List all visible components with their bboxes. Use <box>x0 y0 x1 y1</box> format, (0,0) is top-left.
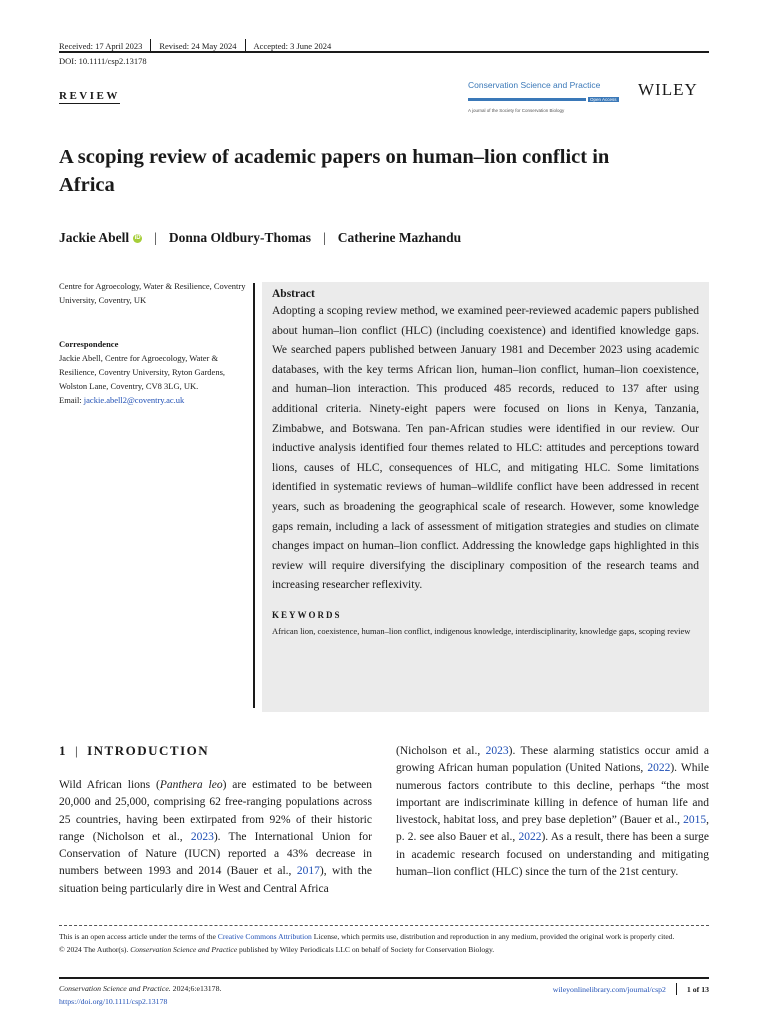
abstract-box <box>262 282 709 712</box>
license-text: License, which permits use, distribution and reproduction in any medium, provided the original work is properly cited. <box>311 932 675 941</box>
body-text: , p. 2. see also Bauer et al., <box>396 814 709 844</box>
abstract-body: Adopting a scoping review method, we examined peer-reviewed academic papers published about human–lion conflict (HLC) (including coexistence) and identified knowledge gaps. We searched papers published between January 1981 and December 2023 using academic databases, with the key terms African lion, human–lion conflict, human–lion coexistence, and human–lion interaction. This produced 485 records, reduced to 137 after using additional criteria. Ninety-eight papers were focused on lions in Kenya, Tanzania, Zimbabwe, and Botswana. Ten pan-African studies were identified in our review. Our inductive analysis identified four themes related to HLC: attitudes and perceptions toward lions, causes of HLC, consequences of HLC, and mitigating HLC. Some limitations identified in systematic reviews of human–wildlife conflict have been addressed in recent years, such as broadening the geographical scale of research. However, some knowledge gaps remain, including a lack of assessment of mitigation strategies and studies on climate changes impact on human–lion conflict. Addressing the knowledge gaps highlighted in this review will require diversifying the disciplinary composition of the research teams and increasing researcher reflexivity. <box>272 305 699 592</box>
citation-link[interactable]: 2022 <box>518 831 542 844</box>
citation-link[interactable]: 2023 <box>485 745 509 757</box>
citation-link[interactable]: 2015 <box>683 814 707 827</box>
citation-line <box>59 983 221 996</box>
open-access-badge: Open Access <box>590 96 617 102</box>
author-name[interactable]: Donna Oldbury-Thomas <box>168 230 311 245</box>
received-date: Received: 17 April 2023 <box>59 40 143 51</box>
author-name[interactable]: Jackie Abell <box>59 230 130 245</box>
revised-date: Revised: 24 May 2024 <box>159 40 237 51</box>
header-rule <box>59 51 709 53</box>
citation-link[interactable]: 2023 <box>190 830 214 843</box>
copyright-text: published by Wiley Periodicals LLC on behalf of Society for Conservation Biology. <box>237 944 495 954</box>
license-notice <box>59 931 709 956</box>
journal-logo-subtitle: A journal of the Society for Conservation Biology <box>468 108 565 113</box>
article-title: A scoping review of academic papers on human–lion conflict in Africa <box>59 146 610 196</box>
license-line <box>59 931 709 944</box>
affiliation: Centre for Agroecology, Water & Resilience, Coventry University, Coventry, UK <box>59 281 246 305</box>
keywords: African lion, coexistence, human–lion conflict, indigenous knowledge, interdisciplinarity, knowledge gaps, scoping review <box>272 625 691 636</box>
accepted-date: Accepted: 3 June 2024 <box>253 40 332 51</box>
publisher-logo[interactable]: WILEY <box>638 80 698 99</box>
journal-logo-line <box>468 98 586 101</box>
divider <box>676 983 677 995</box>
footer-rule <box>59 977 709 979</box>
body-text: ). As a result, there has been a surge in academic research focused on understanding and mitigating human–lion conflict (HLC) since the turn of the 21st century. <box>396 831 710 879</box>
citation-link[interactable]: 2022 <box>647 762 671 775</box>
author-list <box>59 230 461 246</box>
article-type: REVIEW <box>59 90 120 102</box>
correspondence-email-line <box>59 393 249 407</box>
keywords-heading: KEYWORDS <box>272 609 342 620</box>
author-name[interactable]: Catherine Mazhandu <box>337 230 462 245</box>
correspondence-address: Jackie Abell, Centre for Agroecology, Water & Resilience, Coventry University, Ryton Gardens, Wolston Lane, Coventry, CV8 3LG, UK. <box>59 353 226 391</box>
intro-column-left <box>59 777 372 898</box>
body-text: ). These alarming statistics occur amid a growing African human population (United Nations, <box>396 745 709 775</box>
intro-column-right <box>396 743 709 881</box>
email-link[interactable]: jackie.abell2@coventry.ac.uk <box>83 395 185 405</box>
author-separator: | <box>323 230 326 245</box>
section-title: INTRODUCTION <box>87 743 210 758</box>
copyright-line <box>59 944 709 957</box>
body-text: ) are estimated to be between 20,000 and 25,000, comprising 62 free-ranging populations across 25 countries, having been extirpated from 92% of their historic range (Nicholson et al., <box>59 779 372 843</box>
species-name: Panthera leo <box>159 779 223 791</box>
copyright-text: © 2024 The Author(s). <box>59 944 131 954</box>
doi[interactable]: DOI: 10.1111/csp2.13178 <box>59 56 147 66</box>
correspondence <box>59 337 249 407</box>
body-text: ). The International Union for Conservation of Nature (IUCN) reported a 43% decrease in numbers between 1993 and 2014 (Bauer et al., <box>59 830 372 878</box>
orcid-icon[interactable]: iD <box>134 234 141 241</box>
body-text: (Nicholson et al., <box>396 745 486 757</box>
journal-logo[interactable] <box>468 80 630 113</box>
email-label: Email: <box>59 395 84 405</box>
abstract-heading: Abstract <box>272 288 315 300</box>
journal-name: Conservation Science and Practice <box>130 944 238 954</box>
citation-text: 2024;6:e13178. <box>170 984 222 993</box>
body-text: Wild African lions ( <box>59 779 160 791</box>
doi-link[interactable]: https://doi.org/10.1111/csp2.13178 <box>59 996 168 1006</box>
journal-site-link[interactable]: wileyonlinelibrary.com/journal/csp2 <box>552 984 666 994</box>
section-heading <box>59 743 209 759</box>
author-separator: | <box>154 230 157 245</box>
page-number: 1 of 13 <box>686 984 709 994</box>
citation-link[interactable]: 2017 <box>296 865 320 878</box>
body-text: ). While numerous factors contribute to this decline, perhaps “the most important are indiscriminate killing in defence of human life and livestock, habitat loss, and prey base depletion” (Bauer et al., <box>396 762 709 827</box>
footer-right <box>553 983 709 995</box>
correspondence-heading: Correspondence <box>59 339 119 349</box>
journal-logo-text: Conservation Science and Practice <box>468 80 601 90</box>
license-divider <box>59 925 709 926</box>
column-rule <box>253 283 255 708</box>
license-link[interactable]: Creative Commons Attribution <box>217 932 312 941</box>
section-separator: | <box>75 743 80 758</box>
journal-name: Conservation Science and Practice. <box>59 984 171 993</box>
section-number: 1 <box>59 743 67 758</box>
body-text: ), with the situation being particularly dire in West and Central Africa <box>59 865 372 895</box>
license-text: This is an open access article under the terms of the <box>59 932 218 941</box>
footer-citation <box>59 983 221 1008</box>
